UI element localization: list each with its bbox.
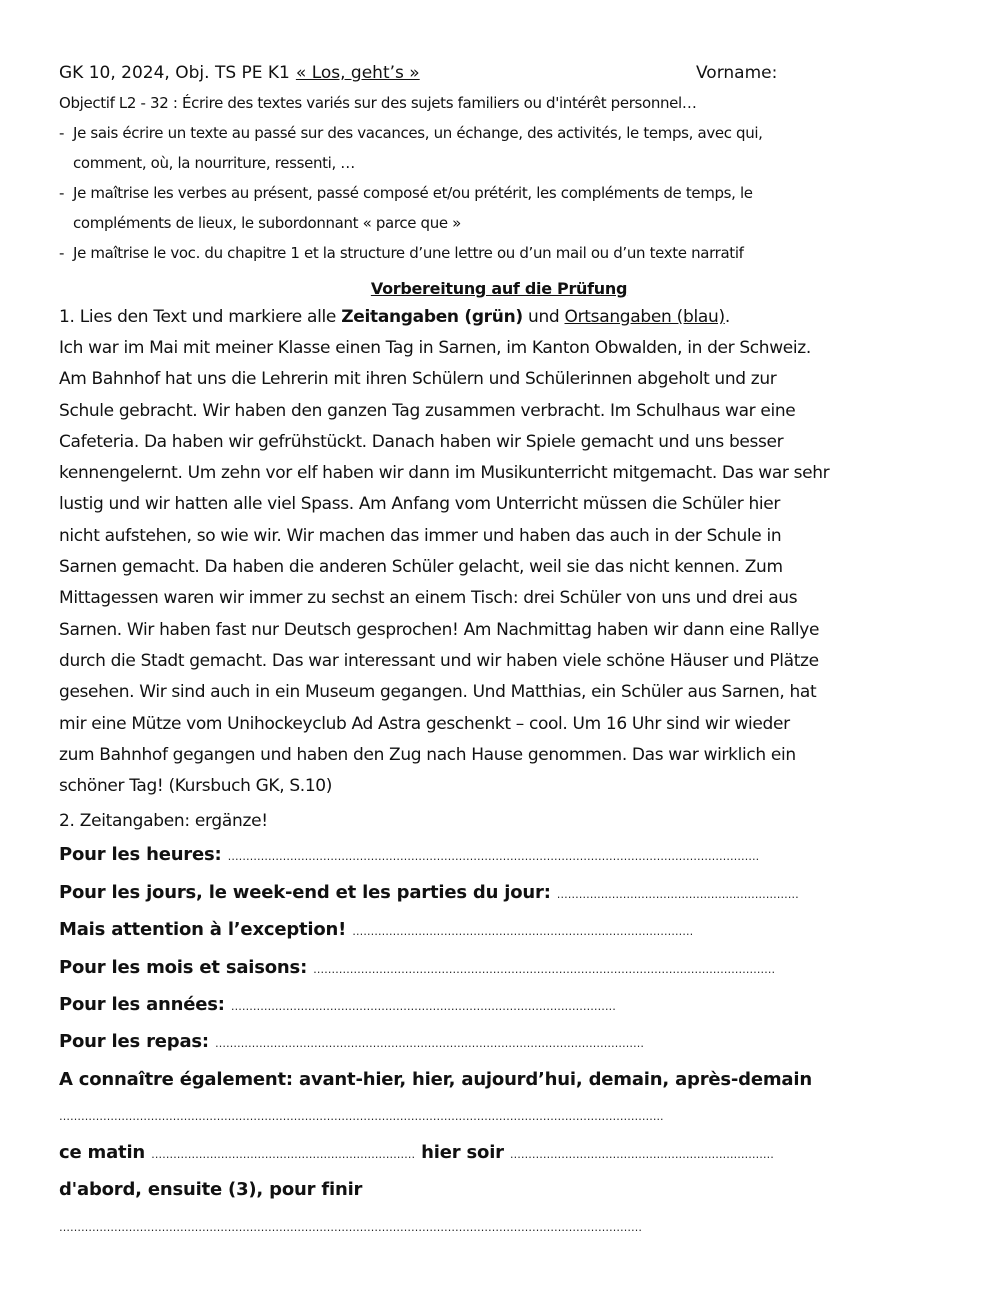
text-line: Sarnen gemacht. Da haben die anderen Schüler gelacht, weil sie das nicht kennen. Zum: [59, 557, 783, 578]
task-1-place-markers: Ortsangaben (blau): [564, 307, 725, 327]
text-line: gesehen. Wir sind auch in ein Museum gegangen. Und Matthias, ein Schüler aus Sarnen, hat: [59, 682, 817, 703]
task-1-instruction: [59, 302, 939, 333]
bullet-text-continued: comment, où, la nourriture, ressenti, …: [73, 154, 355, 172]
task-1-time-markers: Zeitangaben (grün): [341, 307, 523, 327]
task-1-suffix: .: [724, 307, 730, 327]
bullet-dash: -: [59, 184, 65, 202]
answer-blank[interactable]: ……………………………………………………………………………………………: [230, 1000, 616, 1014]
fill-label: Pour les repas:: [59, 1031, 215, 1053]
fill-row-sequence: [59, 1172, 939, 1207]
first-name-label: Vorname:: [696, 63, 778, 83]
answer-blank[interactable]: ………………………………………………………………: [151, 1147, 416, 1161]
fill-row-meals: [59, 1024, 939, 1061]
answer-blank[interactable]: …………………………………………………………………………………: [352, 925, 694, 939]
fill-row-days: [59, 875, 939, 912]
text-line: Mittagessen waren wir immer zu sechst an einem Tisch: drei Schüler von uns und drei aus: [59, 588, 798, 609]
text-line: Schule gebracht. Wir haben den ganzen Tag zusammen verbracht. Im Schulhaus war eine: [59, 400, 796, 421]
bullet-text-continued: compléments de lieux, le subordonnant « parce que »: [73, 214, 462, 232]
reading-text: [59, 333, 939, 802]
bullet-text: Je maîtrise le voc. du chapitre 1 et la structure d’une lettre ou d’un mail ou d’un texte narratif: [73, 244, 744, 262]
bullet-dash: -: [59, 124, 65, 142]
fill-row-sequence-answer: [59, 1208, 939, 1245]
course-code: GK 10, 2024, Obj. TS PE K1: [59, 63, 290, 83]
bullet-item: [59, 178, 939, 238]
fill-row-also-know: [59, 1062, 939, 1097]
text-line: Ich war im Mai mit meiner Klasse einen Tag in Sarnen, im Kanton Obwalden, in der Schweiz.: [59, 338, 811, 358]
unit-title: « Los, geht’s »: [295, 63, 420, 83]
answer-blank[interactable]: ……………………………………………………………………………………………………………………………………………: [59, 1220, 642, 1234]
fill-label: A connaître également: avant-hier, hier, aujourd’hui, demain, après-demain: [59, 1068, 812, 1090]
fill-row-morning-evening: [59, 1135, 939, 1172]
fill-label: d'abord, ensuite (3), pour finir: [59, 1179, 363, 1201]
task-1-prefix: 1. Lies den Text und markiere alle: [59, 307, 342, 327]
fill-label: Pour les années:: [59, 994, 231, 1016]
bullet-text: Je maîtrise les verbes au présent, passé composé et/ou prétérit, les compléments de temps, le: [73, 184, 753, 202]
text-line: lustig und wir hatten alle viel Spass. Am Anfang vom Unterricht müssen die Schüler hier: [59, 494, 781, 515]
text-line: Cafeteria. Da haben wir gefrühstückt. Danach haben wir Spiele gemacht und uns besser: [59, 431, 784, 452]
task-1-middle: und: [522, 307, 565, 327]
fill-label: ce matin: [59, 1141, 152, 1163]
bullet-text: Je sais écrire un texte au passé sur des vacances, un échange, des activités, le temps, avec qui,: [73, 124, 763, 142]
answer-blank[interactable]: ……………………………………………………………………………………………………………………………….: [227, 850, 760, 864]
answer-blank[interactable]: ……………………………………………………………………………….………………………………………………………………..: [59, 1110, 664, 1124]
fill-row-months-seasons: [59, 950, 939, 987]
text-line: schöner Tag! (Kursbuch GK, S.10): [59, 776, 333, 797]
bullet-item: [59, 238, 939, 268]
bullet-dash: -: [59, 244, 65, 262]
answer-blank[interactable]: ………………………………………………………………………………………………………………: [313, 962, 776, 976]
fill-label: hier soir: [415, 1141, 510, 1163]
fill-row-years: [59, 987, 939, 1024]
task-2-instruction: 2. Zeitangaben: ergänze!: [59, 811, 268, 832]
answer-blank[interactable]: ………………………………………………………………: [509, 1147, 774, 1161]
text-line: nicht aufstehen, so wie wir. Wir machen das immer und haben das auch in der Schule in: [59, 525, 782, 546]
text-line: durch die Stadt gemacht. Das war interessant und wir haben viele schöne Häuser und Plätze: [59, 650, 819, 671]
header-left: [59, 58, 420, 88]
fill-row-also-know-answer: [59, 1097, 939, 1134]
text-line: mir eine Mütze vom Unihockeyclub Ad Astra geschenkt – cool. Um 16 Uhr sind wir wieder: [59, 713, 790, 734]
section-title: Vorbereitung auf die Prüfung: [370, 279, 628, 298]
fill-row-exception: [59, 912, 939, 949]
objective-line: Objectif L2 - 32 : Écrire des textes variés sur des sujets familiers ou d'intérêt personnel…: [59, 94, 697, 112]
answer-blank[interactable]: …………………………………………………………: [556, 887, 799, 901]
fill-label: Pour les jours, le week-end et les parties du jour:: [59, 881, 557, 903]
text-line: zum Bahnhof gegangen und haben den Zug nach Hause genommen. Das war wirklich ein: [59, 744, 796, 765]
fill-label: Pour les heures:: [59, 844, 228, 866]
text-line: Am Bahnhof hat uns die Lehrerin mit ihren Schülern und Schülerinnen abgeholt und zur: [59, 369, 777, 390]
worksheet-page: [59, 58, 939, 1245]
text-line: kennengelernt. Um zehn vor elf haben wir dann im Musikunterricht mitgemacht. Das war sehr: [59, 463, 830, 484]
fill-label: Mais attention à l’exception!: [59, 919, 353, 941]
fill-label: Pour les mois et saisons:: [59, 956, 314, 978]
fill-row-hours: [59, 837, 939, 874]
bullet-item: [59, 118, 939, 178]
answer-blank[interactable]: ………………………………………………………………………………………………………: [214, 1037, 644, 1051]
header: [59, 58, 939, 88]
text-line: Sarnen. Wir haben fast nur Deutsch gesprochen! Am Nachmittag haben wir dann eine Rallye: [59, 619, 820, 640]
